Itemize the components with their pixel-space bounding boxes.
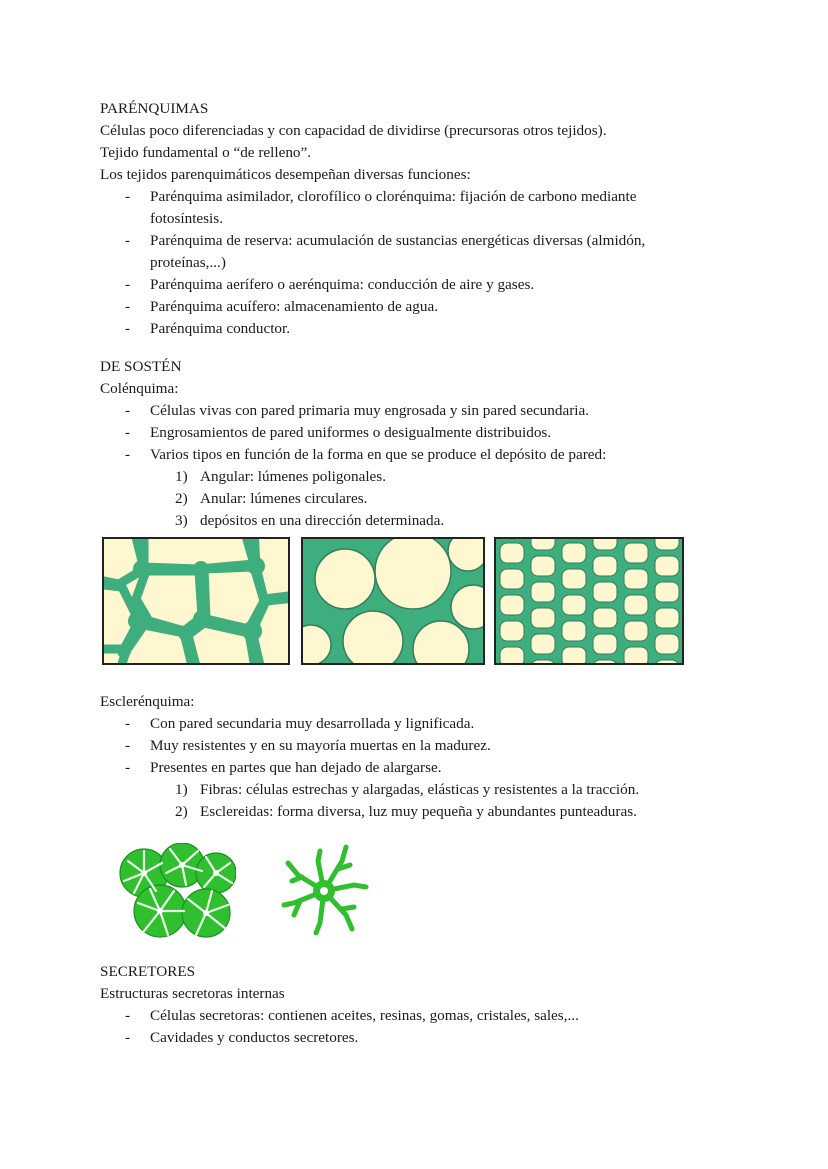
list-item: - Parénquima conductor. <box>100 318 790 340</box>
stone-cells-figure <box>116 843 236 941</box>
document-page <box>100 98 790 1049</box>
colenquima-figures <box>100 537 790 665</box>
heading-parenquimas: PARÉNQUIMAS <box>100 100 209 117</box>
sclereid-figures <box>100 843 790 951</box>
list-item: - Parénquima de reserva: acumulación de sustancias energéticas diversas (almidón, <box>100 230 790 252</box>
list-item: - Parénquima aerífero o aerénquima: conducción de aire y gases. <box>100 274 790 296</box>
annular-collenchyma-figure <box>301 537 485 665</box>
heading-secretores: SECRETORES <box>100 963 196 980</box>
numbered-item: 2) Anular: lúmenes circulares. <box>175 490 368 507</box>
parenquimas-intro-3: Los tejidos parenquimáticos desempeñan diversas funciones: <box>100 166 471 183</box>
colenquima-title: Colénquima: <box>100 380 179 397</box>
numbered-item: 1) Fibras: células estrechas y alargadas, elásticas y resistentes a la tracción. <box>175 781 640 798</box>
list-item: - Células secretoras: contienen aceites, resinas, gomas, cristales, sales,... <box>100 1005 790 1027</box>
list-item: - Muy resistentes y en su mayoría muertas en la madurez. <box>100 735 790 757</box>
parenquimas-intro-1: Células poco diferenciadas y con capacidad de dividirse (precursoras otros tejidos). <box>100 122 607 139</box>
list-item: - Presentes en partes que han dejado de alargarse. <box>100 757 790 779</box>
astrosclereid-figure <box>280 843 370 935</box>
list-item: - Con pared secundaria muy desarrollada y lignificada. <box>100 713 790 735</box>
lamellar-collenchyma-figure <box>494 537 684 665</box>
list-item: - Engrosamientos de pared uniformes o desigualmente distribuidos. <box>100 422 790 444</box>
list-item: - Parénquima acuífero: almacenamiento de agua. <box>100 296 790 318</box>
list-item: - Varios tipos en función de la forma en que se produce el depósito de pared: <box>100 444 790 466</box>
parenquimas-intro-2: Tejido fundamental o “de relleno”. <box>100 144 312 161</box>
numbered-item: 2) Esclereidas: forma diversa, luz muy pequeña y abundantes punteaduras. <box>175 803 637 820</box>
list-item: - Parénquima asimilador, clorofílico o clorénquima: fijación de carbono mediante <box>100 186 790 208</box>
esclerenquima-title: Esclerénquima: <box>100 693 195 710</box>
list-item-continuation: proteínas,...) <box>150 254 226 271</box>
list-item: - Cavidades y conductos secretores. <box>100 1027 790 1049</box>
numbered-item: 1) Angular: lúmenes poligonales. <box>175 468 387 485</box>
angular-collenchyma-figure <box>102 537 290 665</box>
numbered-item: 3) depósitos en una dirección determinada. <box>175 512 445 529</box>
heading-sosten: DE SOSTÉN <box>100 358 182 375</box>
list-item: - Células vivas con pared primaria muy engrosada y sin pared secundaria. <box>100 400 790 422</box>
list-item-continuation: fotosíntesis. <box>150 210 223 227</box>
secretores-intro: Estructuras secretoras internas <box>100 985 285 1002</box>
